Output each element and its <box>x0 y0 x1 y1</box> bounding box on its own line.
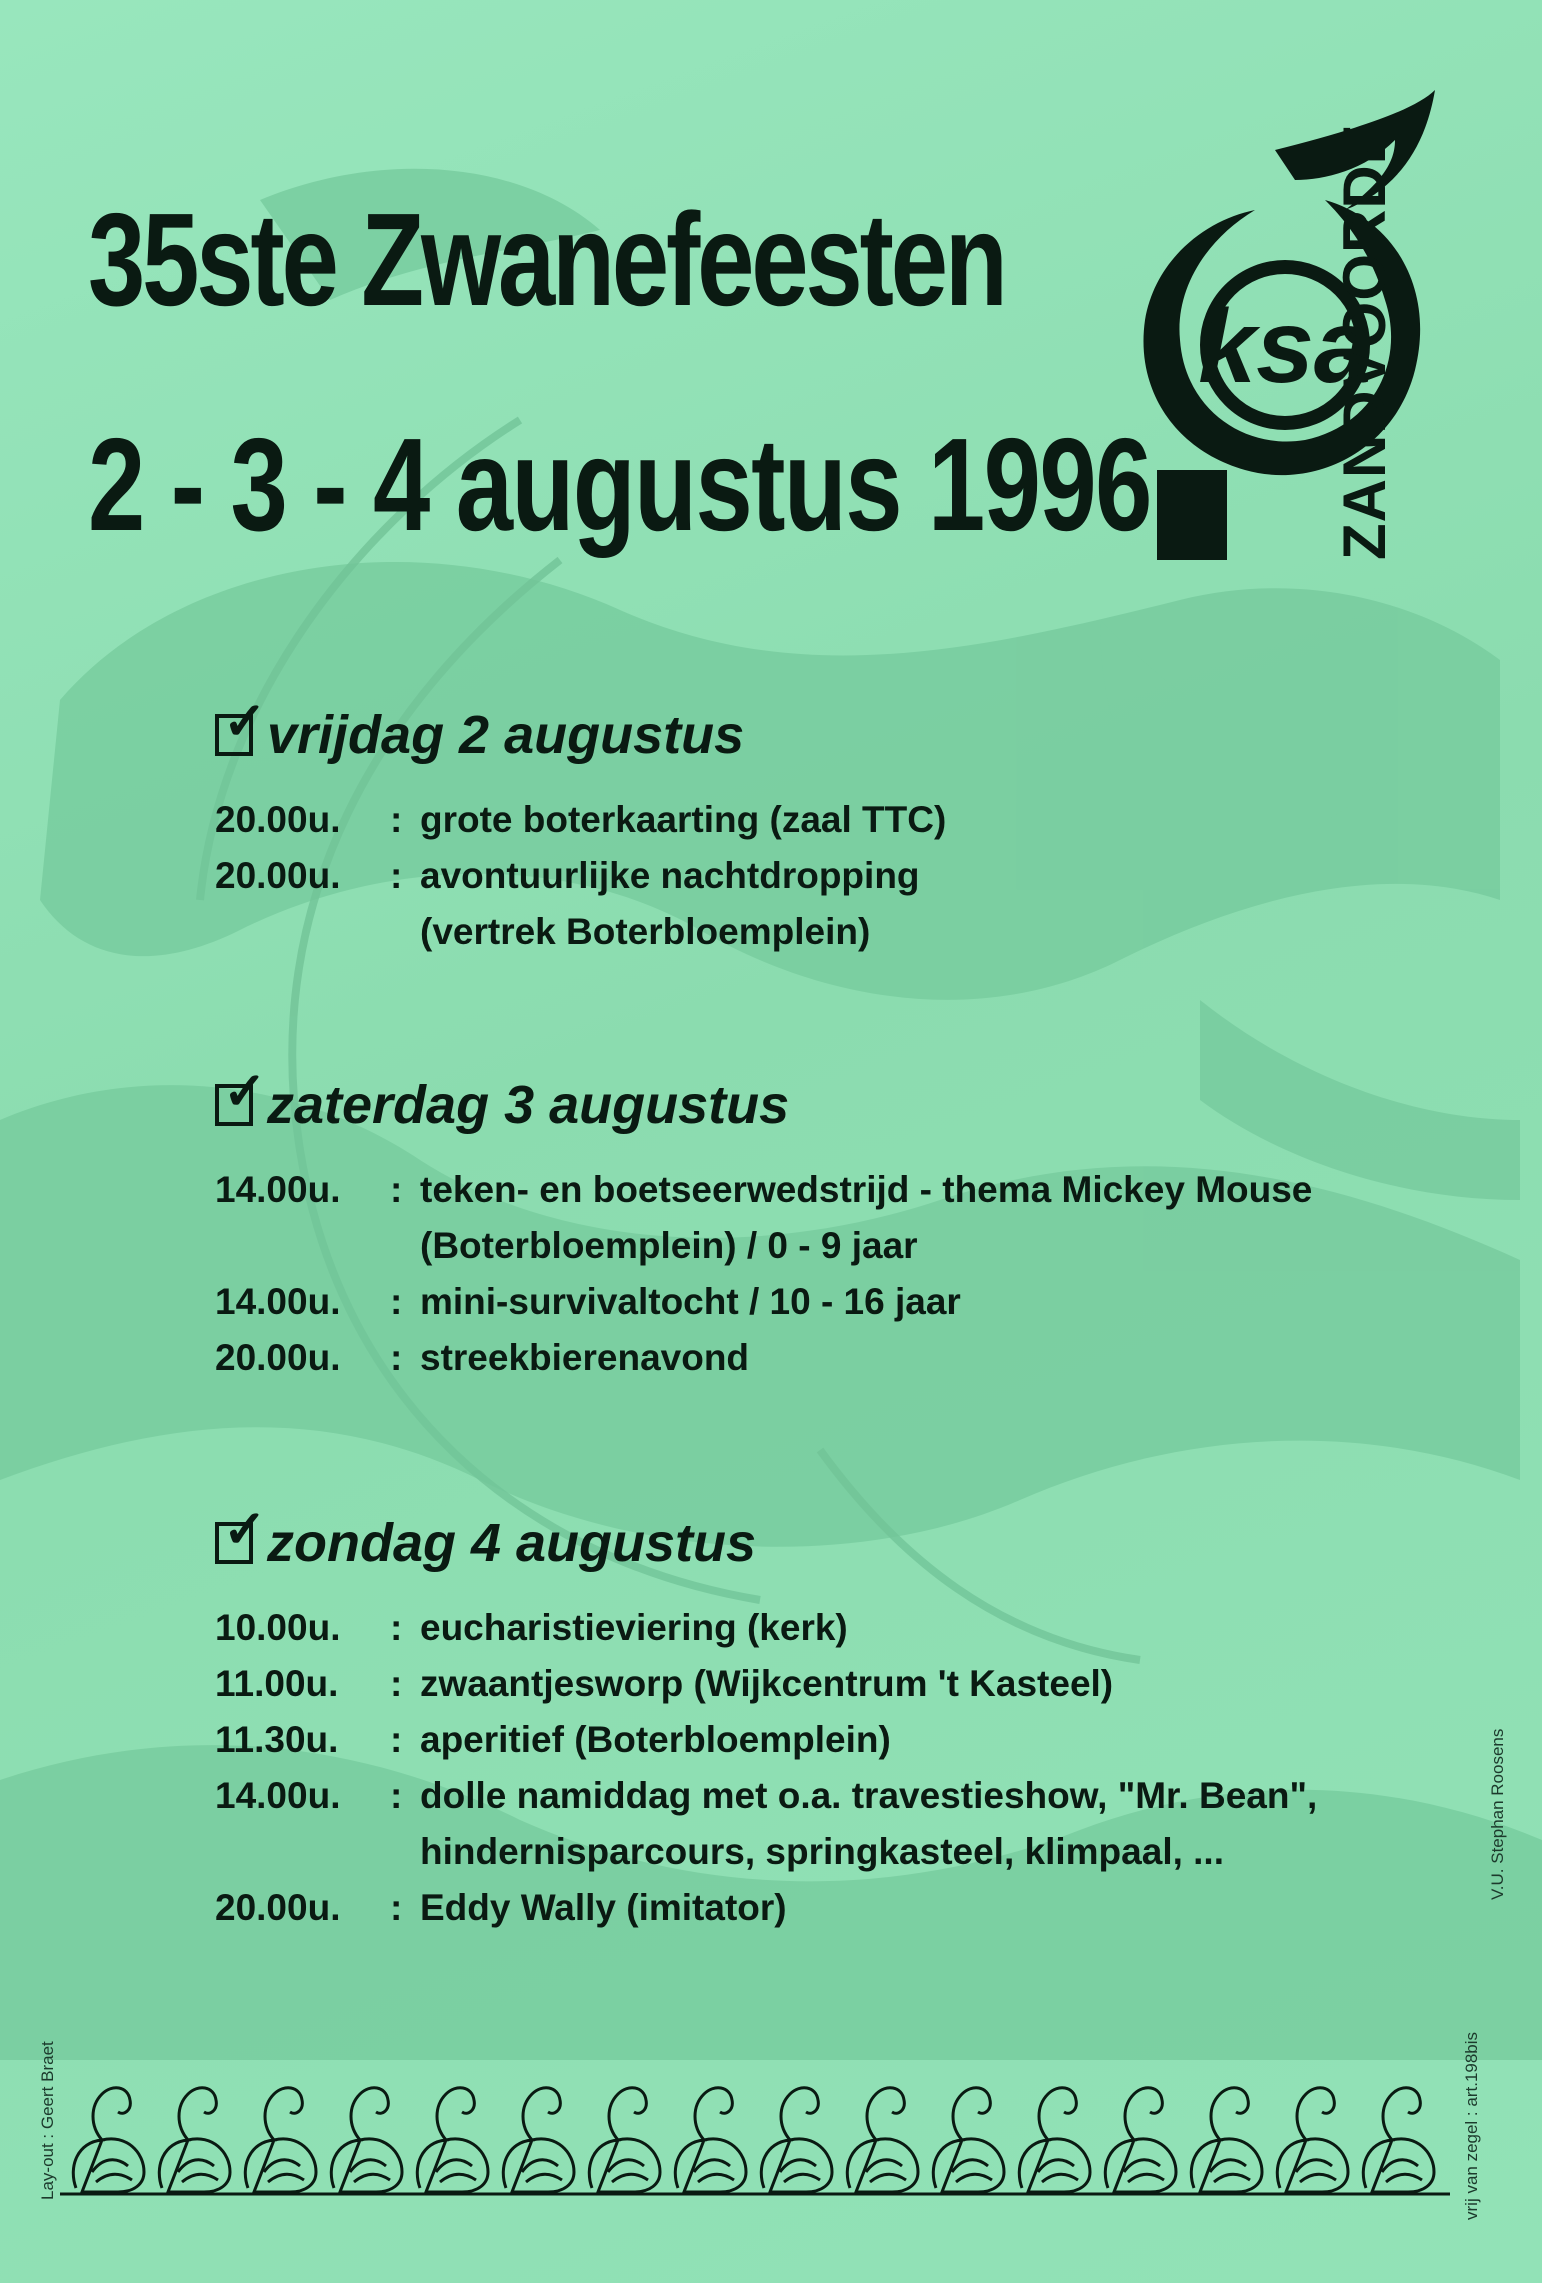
schedule-item-continued: (vertrek Boterbloemplein) <box>420 911 871 952</box>
schedule-item: 20.00u. : Eddy Wally (imitator) <box>215 1887 787 1928</box>
swan-icon <box>1363 2088 1434 2192</box>
swan-icon <box>331 2088 402 2192</box>
swan-icon <box>159 2088 230 2192</box>
swan-icon <box>503 2088 574 2192</box>
day-friday <box>215 693 947 960</box>
day-saturday <box>215 1063 1313 1386</box>
schedule-item: 10.00u. : eucharistieviering (kerk) <box>215 1607 848 1648</box>
poster-title: 35ste Zwanefeesten <box>88 186 1005 333</box>
swan-border <box>60 2070 1450 2200</box>
swan-icon <box>417 2088 488 2192</box>
schedule-item: 14.00u. : teken- en boetseerwedstrijd - thema Mickey Mouse <box>215 1169 1313 1210</box>
day-heading: vrijdag 2 augustus <box>267 705 745 765</box>
swan-icon <box>933 2088 1004 2192</box>
schedule-item: 11.30u. : aperitief (Boterbloemplein) <box>215 1719 891 1760</box>
ksa-logo <box>1095 90 1455 560</box>
schedule-item: 11.00u. : zwaantjesworp (Wijkcentrum 't Kasteel) <box>215 1663 1114 1704</box>
schedule-item: 14.00u. : dolle namiddag met o.a. travestieshow, "Mr. Bean", <box>215 1775 1318 1816</box>
schedule-item: 20.00u. : grote boterkaarting (zaal TTC) <box>215 799 947 840</box>
checked-box-icon: ✓ <box>215 714 253 756</box>
swan-icon <box>245 2088 316 2192</box>
swan-icon <box>761 2088 832 2192</box>
swan-icon <box>1105 2088 1176 2192</box>
schedule-item: 14.00u. : mini-survivaltocht / 10 - 16 jaar <box>215 1281 961 1322</box>
logo-letters: ksa <box>1198 289 1372 405</box>
day-heading: zondag 4 augustus <box>267 1513 757 1573</box>
day-heading: zaterdag 3 augustus <box>267 1075 790 1135</box>
responsible-publisher: V.U. Stephan Roosens <box>1488 1728 1507 1900</box>
schedule-item: 20.00u. : avontuurlijke nachtdropping <box>215 855 920 896</box>
swan-icon <box>1191 2088 1262 2192</box>
checked-box-icon: ✓ <box>215 1084 253 1126</box>
swan-icon <box>675 2088 746 2192</box>
swan-icon <box>1019 2088 1090 2192</box>
swan-icon <box>1277 2088 1348 2192</box>
swan-icon <box>589 2088 660 2192</box>
schedule-item-continued: hindernisparcours, springkasteel, klimpaal, ... <box>420 1831 1224 1872</box>
swan-icon <box>73 2088 144 2192</box>
stamp-exemption: vrij van zegel : art.198bis <box>1462 2031 1481 2220</box>
day-sunday <box>215 1501 1318 1936</box>
layout-credit: Lay-out : Geert Braet <box>38 2041 57 2200</box>
checked-box-icon: ✓ <box>215 1522 253 1564</box>
swan-icon <box>847 2088 918 2192</box>
logo-location-text: ZANDVOORDE <box>1331 123 1398 560</box>
schedule-item-continued: (Boterbloemplein) / 0 - 9 jaar <box>420 1225 918 1266</box>
event-dates: 2 - 3 - 4 augustus 1996 <box>88 411 1151 558</box>
schedule-item: 20.00u. : streekbierenavond <box>215 1337 750 1378</box>
